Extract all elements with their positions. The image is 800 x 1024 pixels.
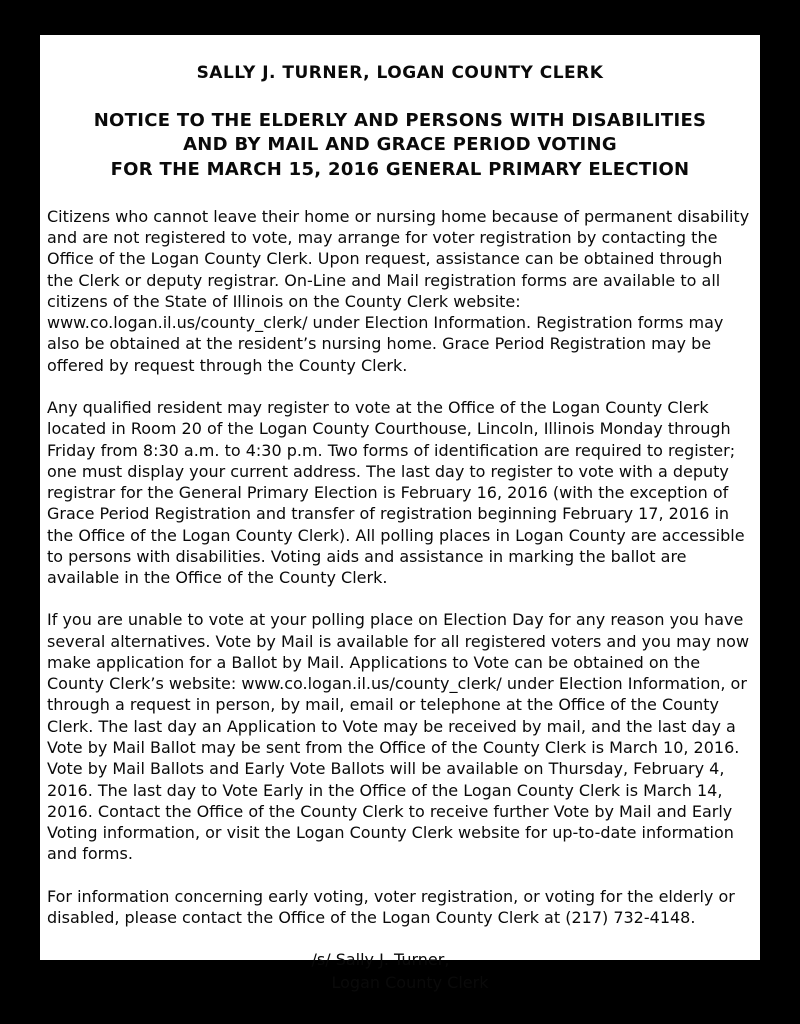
notice-heading-line-1: NOTICE TO THE ELDERLY AND PERSONS WITH DISABILITIES: [93, 110, 707, 131]
notice-sheet: [40, 35, 760, 992]
signature-block: [312, 949, 489, 994]
paragraph-vote-by-mail: If you are unable to vote at your polling place on Election Day for any reason you have several alternatives. Vote by Mail is available for all registered voters and you may now make application for a Ballot by Mail. Applications to Vote can be obtained on the County Clerk’s website: www.co.logan.il.us/county_clerk/ under Election Information, or through a request in person, by mail, email or telephone at the Office of the County Clerk. The last day an Application to Vote may be received by mail, and the last day a Vote by Mail Ballot may be sent from the Office of the County Clerk is March 10, 2016. Vote by Mail Ballots and Early Vote Ballots will be available on Thursday, February 4, 2016. The last day to Vote Early in the Office of the Logan County Clerk is March 14, 2016. Contact the Office of the County Clerk to receive further Vote by Mail and Early Voting information, or visit the Logan County Clerk website for up-to-date information and forms.: [47, 610, 750, 864]
page-title: SALLY J. TURNER, LOGAN COUNTY CLERK: [196, 63, 604, 83]
signature-title: Logan County Clerk: [331, 972, 489, 992]
notice-body: [47, 206, 753, 928]
notice-heading-line-2: AND BY MAIL AND GRACE PERIOD VOTING: [183, 134, 617, 156]
paragraph-contact-info: For information concerning early voting, voter registration, or voting for the elderly or disabled, please contact the Office of the Logan County Clerk at (217) 732-4148.: [47, 886, 735, 927]
signature-name: /s/ Sally J. Turner,: [311, 950, 450, 970]
paragraph-registration-deadlines: Any qualified resident may register to vote at the Office of the Logan County Clerk located in Room 20 of the Logan County Courthouse, Lincoln, Illinois Monday through Friday from 8:30 a.m. to 4:30 p.m. Two forms of identification are required to register; one must display your current address. The last day to register to vote with a deputy registrar for the General Primary Election is February 16, 2016 (with the exception of Grace Period Registration and transfer of registration beginning February 17, 2016 in the Office of the Logan County Clerk). All polling places in Logan County are accessible to persons with disabilities. Voting aids and assistance in marking the ballot are available in the Office of the County Clerk.: [47, 398, 745, 588]
notice-heading: [47, 109, 753, 182]
notice-heading-line-3: FOR THE MARCH 15, 2016 GENERAL PRIMARY ELECTION: [110, 158, 690, 180]
paragraph-voter-registration: Citizens who cannot leave their home or nursing home because of permanent disability and are not registered to vote, may arrange for voter registration by contacting the Office of the Logan County Clerk. Upon request, assistance can be obtained through the Clerk or deputy registrar. On-Line and Mail registration forms are available to all citizens of the State of Illinois on the County Clerk website: www.co.logan.il.us/county_clerk/ under Election Information. Registration forms may also be obtained at the resident’s nursing home. Grace Period Registration may be offered by request through the County Clerk.: [47, 206, 750, 375]
